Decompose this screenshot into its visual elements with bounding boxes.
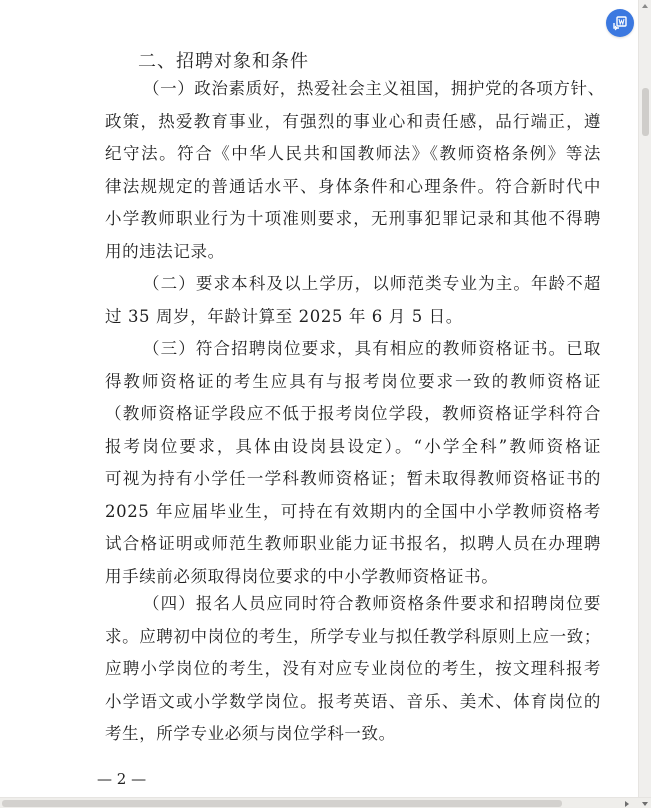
text-line: 应聘小学岗位的考生，没有对应专业岗位的考生，按文理科报考	[105, 659, 601, 678]
page-number: — 2 —	[97, 770, 147, 788]
scroll-up-arrow-icon[interactable]	[642, 4, 648, 8]
text-line: 考生，所学专业必须与岗位学科一致。	[105, 724, 396, 743]
paragraph-1	[105, 73, 605, 268]
text-line: 纪守法。符合《中华人民共和国教师法》《教师资格条例》等法	[105, 144, 601, 163]
text-line: （教师资格证学段应不低于报考岗位学段，教师资格证学科符合	[105, 404, 601, 423]
text-line: 小学教师职业行为十项准则要求，无刑事犯罪记录和其他不得聘	[105, 209, 601, 228]
scroll-down-arrow-icon[interactable]	[642, 802, 648, 806]
text-line: 2025 年应届毕业生，可持在有效期内的全国中小学教师资格考	[105, 501, 601, 521]
paragraph-4	[105, 588, 601, 751]
text-line: 律法规规定的普通话水平、身体条件和心理条件。符合新时代中	[105, 176, 601, 196]
text-line: 小学语文或小学数学岗位。报考英语、音乐、美术、体育岗位的	[105, 691, 601, 711]
text-line: （一）政治素质好，热爱社会主义祖国，拥护党的各项方针、	[143, 79, 605, 98]
section-heading: 二、招聘对象和条件	[138, 51, 309, 72]
text-line: （三）符合招聘岗位要求，具有相应的教师资格证书。已取	[143, 339, 601, 358]
text-line: （二）要求本科及以上学历，以师范类专业为主。年龄不超	[143, 274, 601, 293]
text-line: 报考岗位要求，具体由设岗县设定）。“小学全科”教师资格证	[105, 436, 601, 456]
scroll-right-arrow-icon[interactable]	[625, 801, 629, 807]
text-line: 求。应聘初中岗位的考生，所学专业与拟任教学科原则上应一致；	[105, 626, 601, 646]
text-line: （四）报名人员应同时符合教师资格条件要求和招聘岗位要	[143, 594, 601, 613]
horizontal-scrollbar[interactable]	[0, 797, 651, 808]
text-line: 过 35 周岁，年龄计算至 2025 年 6 月 5 日。	[105, 306, 463, 326]
paragraph-3	[105, 333, 601, 593]
vertical-scroll-thumb[interactable]	[642, 88, 649, 136]
text-line: 政策，热爱教育事业，有强烈的事业心和责任感，品行端正，遵	[105, 111, 601, 131]
text-line: 用手续前必须取得岗位要求的中小学教师资格证书。	[105, 566, 499, 586]
text-line: 得教师资格证的考生应具有与报考岗位要求一致的教师资格证	[105, 371, 601, 391]
text-line: 用的违法记录。	[105, 241, 225, 261]
text-line: 试合格证明或师范生教师职业能力证书报名，拟聘人员在办理聘	[105, 534, 601, 553]
translate-float-button[interactable]	[606, 9, 634, 37]
paragraph-2	[105, 268, 601, 333]
vertical-scrollbar[interactable]	[638, 0, 651, 797]
horizontal-scroll-thumb[interactable]	[2, 800, 562, 807]
text-line: 可视为持有小学任一学科教师资格证；暂未取得教师资格证书的	[105, 469, 601, 488]
translate-doc-icon	[612, 15, 628, 31]
